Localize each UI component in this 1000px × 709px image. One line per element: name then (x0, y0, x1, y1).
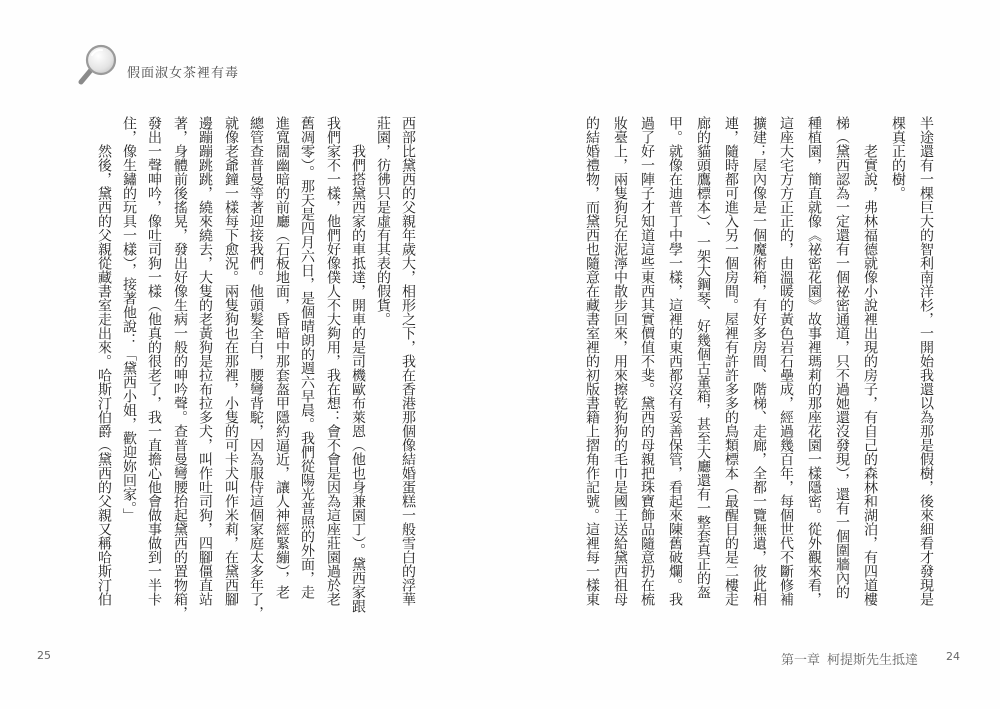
text-line: 梯（黛西認為一定還有一個祕密通道，只不過她還沒發現），還有一個圍牆內的 (834, 116, 850, 599)
text-line: 妝臺上，兩隻狗兒在泥濘中散步回來，用來擦乾狗狗的毛巾是國王送給黛西祖母 (612, 116, 628, 606)
text-line: 莊園，彷彿只是虛有其表的假貨。 (375, 116, 391, 326)
text-line: 進寬闊幽暗的前廳（石板地面，昏暗中那套盔甲隱約逼近，讓人神經緊繃），老 (274, 116, 290, 599)
paragraph-first-line: 我們搭黛西家的車抵達，開車的是司機歐布萊恩（他也身兼園丁）。黛西家跟 (350, 144, 366, 613)
text-line: 我們家不一樣，他們好像僕人不大夠用，我在想：會不會是因為這座莊園過於老 (325, 116, 341, 606)
running-footer-title: 柯提斯先生抵達 (827, 653, 919, 668)
text-line: 就像老爺鐘一樣每下愈況。兩隻狗也在那裡，小隻的可卡犬叫作米莉，在黛西腳 (223, 116, 239, 606)
text-line: 半途還有一棵巨大的智利南洋杉，一開始我還以為那是假樹，後來細看才發現是 (918, 116, 934, 606)
text-line: 住，像生鏽的玩具一樣），接著他說：「黛西小姐，歡迎妳回家。」 (121, 116, 137, 522)
page-number-right: 24 (946, 650, 960, 663)
text-line: 廊的貓頭鷹標本）、一架大鋼琴、好幾個古董箱，甚至大廳還有一整套真正的盔 (695, 116, 711, 599)
text-line: 甲。就像在迪普丁中學一樣，這裡的東西都沒有妥善保管，看起來陳舊破爛。我 (667, 116, 683, 606)
book-title: 茶裡有毒 (183, 66, 240, 81)
text-line: 棵真正的樹。 (890, 116, 906, 200)
text-line: 著，身體前後搖晃，發出好像生病一般的呻吟聲。查普曼彎腰抬起黛西的置物箱， (172, 116, 188, 620)
paragraph-first-line: 然後，黛西的父親從藏書室走出來。哈斯汀伯爵（黛西的父親又稱哈斯汀伯 (96, 144, 112, 606)
text-line: 邊蹦蹦跳跳，繞來繞去，大隻的老黃狗是拉布拉多犬，叫作吐司狗，四腳僵直站 (197, 116, 213, 606)
running-footer-chapter: 第一章 (781, 653, 821, 668)
text-line: 發出一聲呻吟，像吐司狗一樣（他真的很老了，我一直擔心他會做事做到一半卡 (146, 116, 162, 606)
text-line: 西部比黛西的父親年歲大，相形之下，我在香港那個像結婚蛋糕一般雪白的浮華 (400, 116, 416, 606)
magnifying-glass-icon (76, 42, 122, 86)
page-number-left: 25 (37, 649, 51, 662)
text-line: 總管查普曼等著迎接我們。他頭髮全白，腰彎背駝，因為服侍這個家庭太多年了， (248, 116, 264, 620)
series-title: 假面淑女 (127, 66, 184, 81)
paragraph-first-line: 老實說，弗林福德就像小說裡出現的房子，有自己的森林和湖泊，有四道樓 (862, 144, 878, 606)
text-line: 過了好一陣子才知道這些東西其實價值不斐。黛西的母親把珠寶飾品隨意扔在梳 (639, 116, 655, 606)
text-line: 連，隨時都可進入另一個房間。屋裡有許許多多的鳥類標本（最醒目的是二樓走 (723, 116, 739, 606)
text-line: 舊凋零）。那天是四月六日，是個晴朗的週六早晨。我們從陽光普照的外面，走 (299, 116, 315, 599)
text-line: 擴建；屋內像是一個魔術箱，有好多房間、階梯、走廊，全都一覽無遺，彼此相 (751, 116, 767, 606)
text-line: 這座大宅方方正正的，由溫暖的黃色岩石壘成，經過幾百年，每個世代不斷修補 (778, 116, 794, 606)
text-line: 種植園，簡直就像《祕密花園》故事裡瑪莉的那座花園一樣隱密。從外觀來看， (806, 116, 822, 606)
right-page (500, 0, 1000, 709)
text-line: 的結婚禮物，而黛西也隨意在藏書室裡的初版書籍上摺角作記號。這裡每一樣東 (584, 116, 600, 606)
